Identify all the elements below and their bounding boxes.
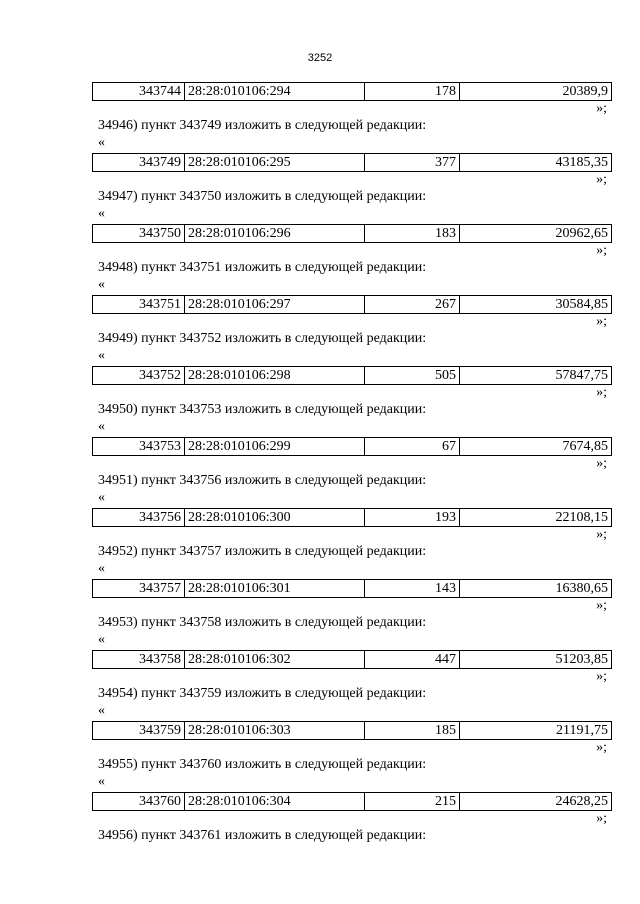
table-row bbox=[92, 650, 612, 669]
table-row bbox=[92, 153, 612, 172]
cell-value: 21191,75 bbox=[460, 722, 612, 740]
closing-quote: »; bbox=[596, 740, 607, 755]
cell-area: 193 bbox=[365, 509, 460, 527]
instruction-text: 34951) пункт 343756 изложить в следующей редакции: bbox=[98, 473, 427, 488]
cell-number: 343744 bbox=[93, 83, 185, 101]
instruction-text: 34954) пункт 343759 изложить в следующей редакции: bbox=[98, 686, 427, 701]
cell-number: 343752 bbox=[93, 367, 185, 385]
closing-quote: »; bbox=[596, 314, 607, 329]
closing-quote: »; bbox=[596, 598, 607, 613]
cell-cadastral: 28:28:010106:303 bbox=[185, 722, 365, 740]
cell-cadastral: 28:28:010106:295 bbox=[185, 154, 365, 172]
document-body bbox=[92, 82, 611, 845]
instruction-text: 34947) пункт 343750 изложить в следующей редакции: bbox=[98, 189, 427, 204]
table-row bbox=[92, 366, 612, 385]
cell-value: 7674,85 bbox=[460, 438, 612, 456]
cell-area: 447 bbox=[365, 651, 460, 669]
cell-value: 43185,35 bbox=[460, 154, 612, 172]
cell-area: 377 bbox=[365, 154, 460, 172]
cell-value: 16380,65 bbox=[460, 580, 612, 598]
table-row bbox=[92, 82, 612, 101]
cell-area: 185 bbox=[365, 722, 460, 740]
cell-number: 343756 bbox=[93, 509, 185, 527]
table-row bbox=[92, 721, 612, 740]
cell-number: 343758 bbox=[93, 651, 185, 669]
instruction-text: 34955) пункт 343760 изложить в следующей редакции: bbox=[98, 757, 427, 772]
opening-quote: « bbox=[98, 703, 105, 718]
opening-quote: « bbox=[98, 135, 105, 150]
amendment-block bbox=[92, 188, 611, 259]
cell-cadastral: 28:28:010106:294 bbox=[185, 83, 365, 101]
cell-area: 215 bbox=[365, 793, 460, 811]
closing-quote: »; bbox=[596, 101, 607, 116]
cell-area: 267 bbox=[365, 296, 460, 314]
opening-quote: « bbox=[98, 490, 105, 505]
cell-number: 343749 bbox=[93, 154, 185, 172]
opening-quote: « bbox=[98, 419, 105, 434]
amendment-block bbox=[92, 472, 611, 543]
amendment-block bbox=[92, 259, 611, 330]
cell-cadastral: 28:28:010106:301 bbox=[185, 580, 365, 598]
cell-cadastral: 28:28:010106:300 bbox=[185, 509, 365, 527]
opening-quote: « bbox=[98, 277, 105, 292]
instruction-text: 34956) пункт 343761 изложить в следующей редакции: bbox=[98, 828, 427, 843]
cell-value: 24628,25 bbox=[460, 793, 612, 811]
cell-value: 20962,65 bbox=[460, 225, 612, 243]
closing-quote: »; bbox=[596, 243, 607, 258]
closing-quote: »; bbox=[596, 385, 607, 400]
page-number: 3252 bbox=[307, 52, 333, 64]
instruction-text: 34948) пункт 343751 изложить в следующей редакции: bbox=[98, 260, 427, 275]
closing-quote: »; bbox=[596, 669, 607, 684]
cell-cadastral: 28:28:010106:297 bbox=[185, 296, 365, 314]
table-row bbox=[92, 579, 612, 598]
cell-cadastral: 28:28:010106:298 bbox=[185, 367, 365, 385]
instruction-text: 34952) пункт 343757 изложить в следующей редакции: bbox=[98, 544, 427, 559]
amendment-block bbox=[92, 543, 611, 614]
closing-quote: »; bbox=[596, 456, 607, 471]
cell-number: 343751 bbox=[93, 296, 185, 314]
instruction-text: 34949) пункт 343752 изложить в следующей редакции: bbox=[98, 331, 427, 346]
cell-area: 505 bbox=[365, 367, 460, 385]
cell-number: 343750 bbox=[93, 225, 185, 243]
closing-quote: »; bbox=[596, 172, 607, 187]
cell-number: 343753 bbox=[93, 438, 185, 456]
cell-value: 20389,9 bbox=[460, 83, 612, 101]
amendment-block bbox=[92, 614, 611, 685]
cell-value: 51203,85 bbox=[460, 651, 612, 669]
table-row bbox=[92, 437, 612, 456]
closing-quote: »; bbox=[596, 527, 607, 542]
table-row bbox=[92, 295, 612, 314]
cell-cadastral: 28:28:010106:302 bbox=[185, 651, 365, 669]
table-row bbox=[92, 224, 612, 243]
cell-value: 30584,85 bbox=[460, 296, 612, 314]
amendment-block bbox=[92, 685, 611, 756]
cell-number: 343760 bbox=[93, 793, 185, 811]
cell-area: 178 bbox=[365, 83, 460, 101]
instruction-text: 34950) пункт 343753 изложить в следующей редакции: bbox=[98, 402, 427, 417]
cell-value: 22108,15 bbox=[460, 509, 612, 527]
amendment-block bbox=[92, 756, 611, 827]
amendment-block bbox=[92, 401, 611, 472]
cell-cadastral: 28:28:010106:299 bbox=[185, 438, 365, 456]
closing-quote: »; bbox=[596, 811, 607, 826]
cell-cadastral: 28:28:010106:296 bbox=[185, 225, 365, 243]
cell-number: 343759 bbox=[93, 722, 185, 740]
opening-quote: « bbox=[98, 774, 105, 789]
table-row bbox=[92, 792, 612, 811]
cell-number: 343757 bbox=[93, 580, 185, 598]
opening-quote: « bbox=[98, 206, 105, 221]
cell-area: 183 bbox=[365, 225, 460, 243]
cell-area: 67 bbox=[365, 438, 460, 456]
table-row bbox=[92, 508, 612, 527]
instruction-text: 34946) пункт 343749 изложить в следующей редакции: bbox=[98, 118, 427, 133]
cell-area: 143 bbox=[365, 580, 460, 598]
instruction-text: 34953) пункт 343758 изложить в следующей редакции: bbox=[98, 615, 427, 630]
opening-quote: « bbox=[98, 632, 105, 647]
cell-cadastral: 28:28:010106:304 bbox=[185, 793, 365, 811]
amendment-block bbox=[92, 330, 611, 401]
opening-quote: « bbox=[98, 561, 105, 576]
opening-quote: « bbox=[98, 348, 105, 363]
amendment-block bbox=[92, 117, 611, 188]
cell-value: 57847,75 bbox=[460, 367, 612, 385]
